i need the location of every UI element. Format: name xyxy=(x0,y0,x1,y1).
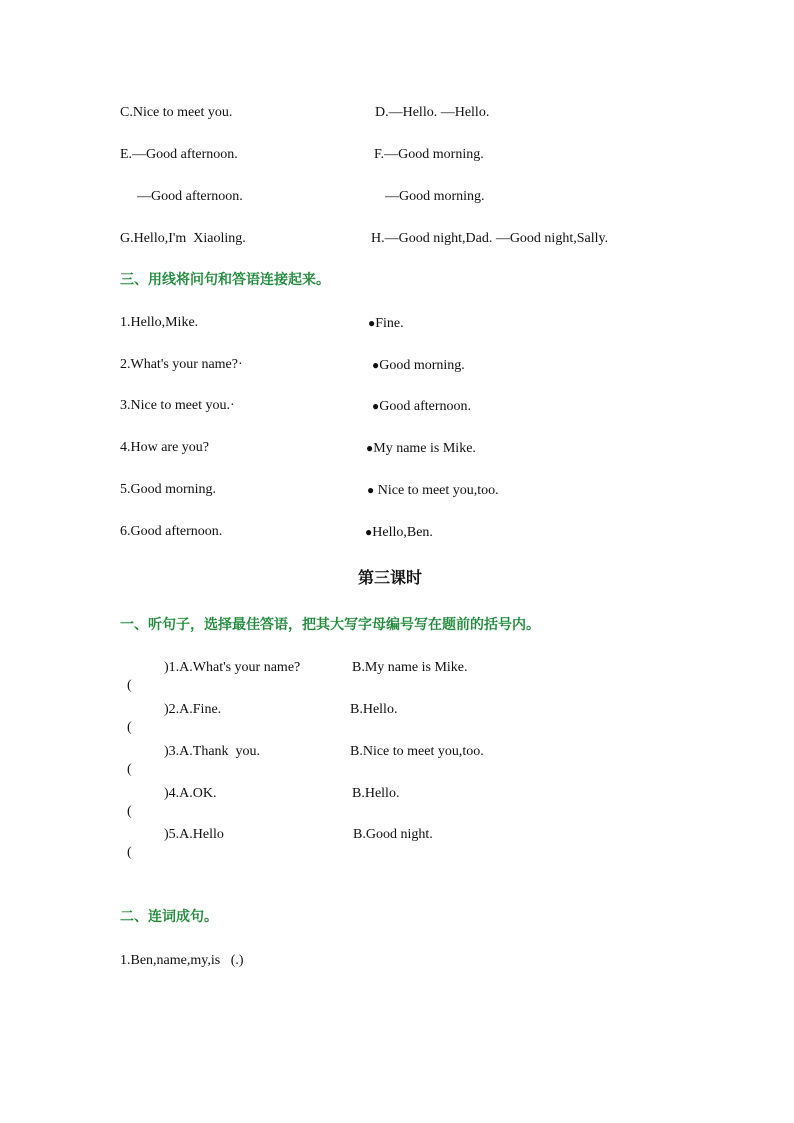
match-answer-text: Nice to meet you,too. xyxy=(374,483,499,498)
section-heading-match: 三、用线将问句和答语连接起来。 xyxy=(120,272,330,288)
listen-item-b: B.Hello. xyxy=(350,702,398,717)
listen-item-a: )2.A.Fine. xyxy=(164,702,222,717)
match-question: 4.How are you? xyxy=(120,440,210,455)
lesson-title: 第三课时 xyxy=(358,568,423,587)
match-answer-text: Good afternoon. xyxy=(379,399,472,414)
section-heading-word-order: 二、连词成句。 xyxy=(120,909,218,925)
bullet-dot-icon: ● xyxy=(372,399,380,413)
listen-item-b: B.Hello. xyxy=(352,786,400,801)
match-question: 5.Good morning. xyxy=(120,482,217,497)
match-answer xyxy=(365,523,433,542)
bullet-dot-icon: ● xyxy=(366,441,374,455)
listen-item xyxy=(120,785,132,821)
listen-item xyxy=(120,701,132,737)
answer-paren-open: ( xyxy=(127,720,132,735)
answer-paren-open: ( xyxy=(127,678,132,693)
answer-paren-open: ( xyxy=(127,804,132,819)
listen-item-a: )4.A.OK. xyxy=(164,786,217,801)
listen-item xyxy=(120,826,132,862)
listen-item-b: B.My name is Mike. xyxy=(352,660,468,675)
match-answer xyxy=(366,439,476,458)
answer-paren-open: ( xyxy=(127,762,132,777)
listen-item-b: B.Nice to meet you,too. xyxy=(350,744,484,759)
option-f-reply: —Good morning. xyxy=(385,189,485,204)
section-heading-listen: 一、听句子，选择最佳答语，把其大写字母编号写在题前的括号内。 xyxy=(120,617,540,633)
bullet-dot-icon: ● xyxy=(368,316,376,330)
match-question: 6.Good afternoon. xyxy=(120,524,223,539)
option-g: G.Hello,I'm Xiaoling. xyxy=(120,231,246,246)
listen-item xyxy=(120,659,132,695)
listen-item-a: )5.A.Hello xyxy=(164,827,224,842)
match-answer-text: Good morning. xyxy=(379,358,465,373)
match-answer xyxy=(372,356,465,375)
listen-item-b: B.Good night. xyxy=(353,827,433,842)
listen-item xyxy=(120,743,132,779)
option-e: E.—Good afternoon. xyxy=(120,147,238,162)
option-e-reply: —Good afternoon. xyxy=(137,189,243,204)
bullet-dot-icon: ● xyxy=(365,525,373,539)
bullet-dot-icon: ● xyxy=(367,483,375,497)
option-c: C.Nice to meet you. xyxy=(120,105,233,120)
match-answer xyxy=(372,397,471,416)
match-answer-text: Fine. xyxy=(375,316,404,331)
match-answer-text: Hello,Ben. xyxy=(372,525,433,540)
match-question: 2.What's your name?· xyxy=(120,357,243,372)
word-order-item: 1.Ben,name,my,is (.) xyxy=(120,953,244,968)
option-h: H.—Good night,Dad. —Good night,Sally. xyxy=(371,231,609,246)
match-answer xyxy=(368,314,404,333)
match-question: 3.Nice to meet you.· xyxy=(120,398,235,413)
option-d: D.—Hello. —Hello. xyxy=(375,105,490,120)
match-answer xyxy=(367,481,499,500)
listen-item-a: )1.A.What's your name? xyxy=(164,660,301,675)
option-f: F.—Good morning. xyxy=(374,147,484,162)
match-answer-text: My name is Mike. xyxy=(373,441,476,456)
match-question: 1.Hello,Mike. xyxy=(120,315,199,330)
listen-item-a: )3.A.Thank you. xyxy=(164,744,261,759)
answer-paren-open: ( xyxy=(127,845,132,860)
bullet-dot-icon: ● xyxy=(372,358,380,372)
